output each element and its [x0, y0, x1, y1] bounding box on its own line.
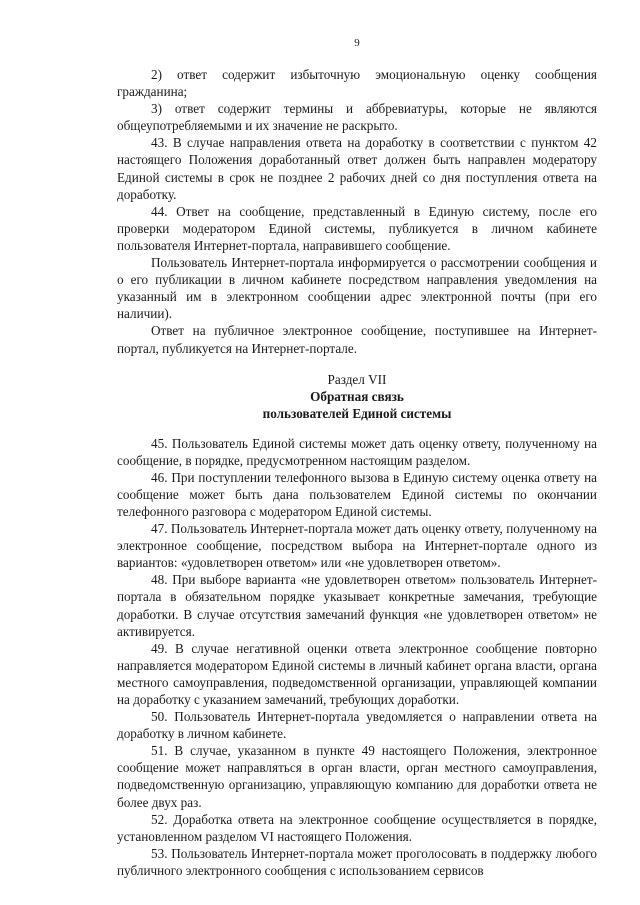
paragraph: 45. Пользователь Единой системы может дать оценку ответу, полученному на сообщение, в порядке, предусмотренном настоящим разделом.	[117, 435, 597, 468]
paragraph: 52. Доработка ответа на электронное сообщение осуществляется в порядке, установленном разделом VI настоящего Положения.	[117, 811, 597, 844]
section-title-line-2: пользователей Единой системы	[262, 405, 452, 421]
paragraphs-before-section	[117, 66, 597, 357]
paragraph: 53. Пользователь Интернет-портала может проголосовать в поддержку любого публичного электронного сообщения с использованием сервисов	[117, 845, 597, 878]
paragraph: 3) ответ содержит термины и аббревиатуры, которые не являются общеупотребляемыми и их значение не раскрыто.	[117, 101, 597, 134]
section-heading	[117, 371, 597, 422]
section-number: Раздел VII	[327, 371, 387, 387]
paragraph: 47. Пользователь Интернет-портала может дать оценку ответу, полученному на электронное сообщение, посредством выбора на Интернет-портале одного из вариантов: «удовлетворен ответом» или «не удовлетворен ответом».	[117, 521, 597, 571]
paragraph: 49. В случае негативной оценки ответа электронное сообщение повторно направляется модератором Единой системы в личный кабинет органа власти, органа местного самоуправления, подведомственной организации, управляющей компании на доработку с указанием замечаний, требующих доработки.	[117, 640, 597, 707]
document-page	[117, 36, 597, 879]
paragraph: 43. В случае направления ответа на доработку в соответствии с пунктом 42 настоящего Положения доработанный ответ должен быть направлен модератору Единой системы в срок не позднее 2 рабочих дней со дня поступления ответа на доработку.	[117, 135, 597, 202]
paragraph: 46. При поступлении телефонного вызова в Единую систему оценка ответу на сообщение может быть дана пользователем Единой системы по окончании телефонного разговора с модератором Единой системы.	[117, 469, 597, 519]
page-number: 9	[354, 37, 360, 49]
paragraph: 2) ответ содержит избыточную эмоциональную оценку сообщения гражданина;	[117, 67, 597, 100]
paragraph: Пользователь Интернет-портала информируется о рассмотрении сообщения и о его публикации в личном кабинете посредством направления уведомления на указанный им в электронном сообщении адрес электронной почты (при его наличии).	[117, 255, 597, 322]
section-title-line-1: Обратная связь	[310, 388, 404, 404]
paragraph: 50. Пользователь Интернет-портала уведомляется о направлении ответа на доработку в личном кабинете.	[117, 709, 597, 742]
paragraphs-after-section	[117, 435, 597, 879]
paragraph: 48. При выборе варианта «не удовлетворен ответом» пользователь Интернет-портала в обязательном порядке указывает конкретные замечания, требующие доработки. В случае отсутствия замечаний функция «не удовлетворен ответом» не активируется.	[117, 572, 597, 639]
paragraph: 44. Ответ на сообщение, представленный в Единую систему, после его проверки модератором Единой системы, публикуется в личном кабинете пользователя Интернет-портала, направившего сообщение.	[117, 203, 597, 253]
paragraph: 51. В случае, указанном в пункте 49 настоящего Положения, электронное сообщение может направляться в орган власти, орган местного самоуправления, подведомственную организацию, управляющую компанию для доработки ответа не более двух раз.	[117, 743, 597, 810]
paragraph: Ответ на публичное электронное сообщение, поступившее на Интернет-портал, публикуется на Интернет-портале.	[117, 323, 597, 356]
